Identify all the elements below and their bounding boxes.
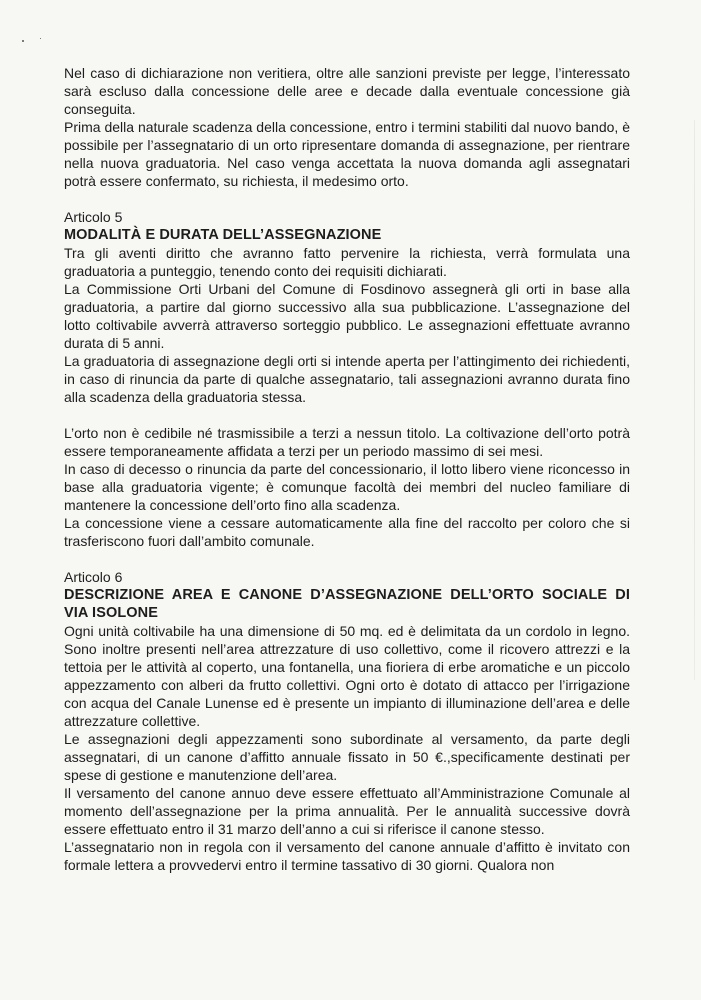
intro-paragraph-2: Prima della naturale scadenza della concessione, entro i termini stabiliti dal nuovo bando, è possibile per l’assegnatario di un orto ripresentare domanda di assegnazione, per rientrare nella nuova graduatoria. Nel caso venga accettata la nuova domanda agli assegnatari potrà essere confermato, su richiesta, il medesimo orto. <box>64 119 630 189</box>
spacer <box>64 550 630 568</box>
spacer <box>64 190 630 208</box>
article-5-paragraph-6: La concessione viene a cessare automaticamente alla fine del raccolto per coloro che si trasferiscono fuori dall’ambito comunale. <box>64 515 630 549</box>
article-5-paragraph-2: La Commissione Orti Urbani del Comune di Fosdinovo assegnerà gli orti in base alla graduatoria, a partire dal giorno successivo alla sua pubblicazione. L’assegnazione del lotto coltivabile avverrà attraverso sorteggio pubblico. Le assegnazioni effettuate avranno durata di 5 anni. <box>64 281 630 351</box>
article-5-paragraph-5: In caso di decesso o rinuncia da parte del concessionario, il lotto libero viene riconcesso in base alla graduatoria vigente; è comunque facoltà dei membri del nucleo familiare di mantenere la concessione dell’orto fino alla scadenza. <box>64 461 630 513</box>
spacer <box>64 406 630 424</box>
scan-speck <box>22 40 24 42</box>
article-6-number: Articolo 6 <box>64 569 123 585</box>
article-5-number: Articolo 5 <box>64 209 123 225</box>
scan-edge-line <box>694 120 695 680</box>
article-6-paragraph-4: L’assegnatario non in regola con il versamento del canone annuale d’affitto è invitato con formale lettera a provvedervi entro il termine tassativo di 30 giorni. Qualora non <box>64 839 630 873</box>
article-5-title: MODALITÀ E DURATA DELL’ASSEGNAZIONE <box>64 227 382 243</box>
article-6-title: DESCRIZIONE AREA E CANONE D’ASSEGNAZIONE DELL’ORTO SOCIALE DI VIA ISOLONE <box>64 587 630 621</box>
article-5-paragraph-4: L’orto non è cedibile né trasmissibile a terzi a nessun titolo. La coltivazione dell’orto potrà essere temporaneamente affidata a terzi per un periodo massimo di sei mesi. <box>64 425 630 459</box>
scan-speck <box>40 38 41 39</box>
article-5-paragraph-1: Tra gli aventi diritto che avranno fatto pervenire la richiesta, verrà formulata una graduatoria a punteggio, tenendo conto dei requisiti dichiarati. <box>64 245 630 279</box>
article-6-paragraph-1: Ogni unità coltivabile ha una dimensione di 50 mq. ed è delimitata da un cordolo in legno. Sono inoltre presenti nell’area attrezzature di uso collettivo, come il ricovero attrezzi e la tettoia per le attività al coperto, una fontanella, una fioriera di erbe aromatiche e un piccolo appezzamento con alberi da frutto collettivi. Ogni orto è dotato di attacco per l’irrigazione con acqua del Canale Lunense ed è presente un impianto di illuminazione dell’area e delle attrezzature collettive. <box>64 623 630 729</box>
intro-paragraph-1: Nel caso di dichiarazione non veritiera, oltre alle sanzioni previste per legge, l’interessato sarà escluso dalla concessione delle aree e decade dalla eventuale concessione già conseguita. <box>64 65 630 117</box>
article-6-paragraph-2: Le assegnazioni degli appezzamenti sono subordinate al versamento, da parte degli assegnatari, di un canone d’affitto annuale fissato in 50 €.,specificamente destinati per spese di gestione e manutenzione dell’area. <box>64 731 630 783</box>
document-body <box>64 64 630 874</box>
article-5-paragraph-3: La graduatoria di assegnazione degli orti si intende aperta per l’attingimento dei richiedenti, in caso di rinuncia da parte di qualche assegnatario, tali assegnazioni avranno durata fino alla scadenza della graduatoria stessa. <box>64 353 630 405</box>
article-6-paragraph-3: Il versamento del canone annuo deve essere effettuato all’Amministrazione Comunale al momento dell’assegnazione per la prima annualità. Per le annualità successive dovrà essere effettuato entro il 31 marzo dell’anno a cui si riferisce il canone stesso. <box>64 785 630 837</box>
